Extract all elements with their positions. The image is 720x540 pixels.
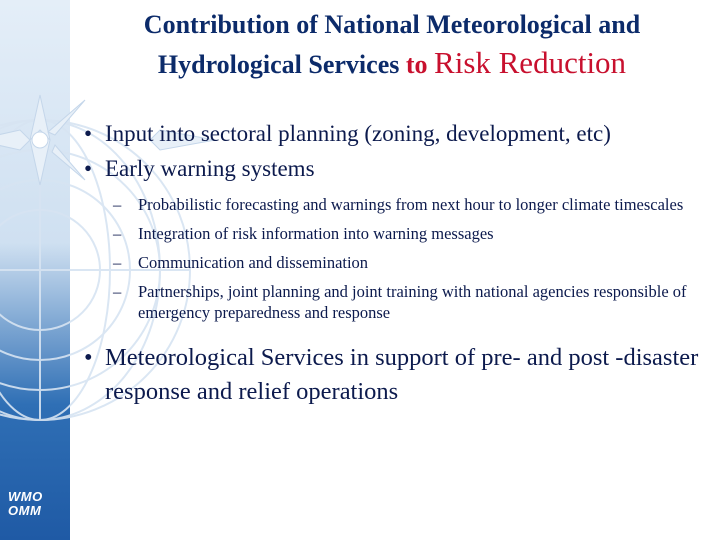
bullet-list xyxy=(82,120,702,409)
title-line-2 xyxy=(72,44,712,84)
title-risk-reduction: Risk Reduction xyxy=(434,45,627,80)
logo-line-2: OMM xyxy=(8,503,42,518)
slide-title xyxy=(72,6,712,84)
sub-bullet-list xyxy=(105,194,702,323)
title-line-1: Contribution of National Meteorological and xyxy=(143,10,641,39)
sub-bullet-item: – Integration of risk information into warning messages xyxy=(105,223,702,244)
wmo-logo xyxy=(8,490,43,518)
bullet-text: Meteorological Services in support of pre- and post -disaster response and relief operations xyxy=(105,344,699,405)
slide-body xyxy=(82,120,702,417)
logo-line-1: WMO xyxy=(8,489,43,504)
bullet-item xyxy=(82,341,702,409)
bullet-text: Early warning systems xyxy=(105,156,315,181)
bullet-text: Input into sectoral planning (zoning, development, etc) xyxy=(105,121,611,146)
sub-bullet-item: – Probabilistic forecasting and warnings from next hour to longer climate timescales xyxy=(105,194,702,215)
title-to: to xyxy=(405,50,428,79)
sub-bullet-item: – Partnerships, joint planning and joint training with national agencies responsible of emergency preparedness and response xyxy=(105,281,702,323)
sub-bullet-item: – Communication and dissemination xyxy=(105,252,702,273)
bullet-item xyxy=(82,120,702,147)
title-blue-part: Hydrological Services xyxy=(157,50,400,79)
bullet-item xyxy=(82,155,702,323)
